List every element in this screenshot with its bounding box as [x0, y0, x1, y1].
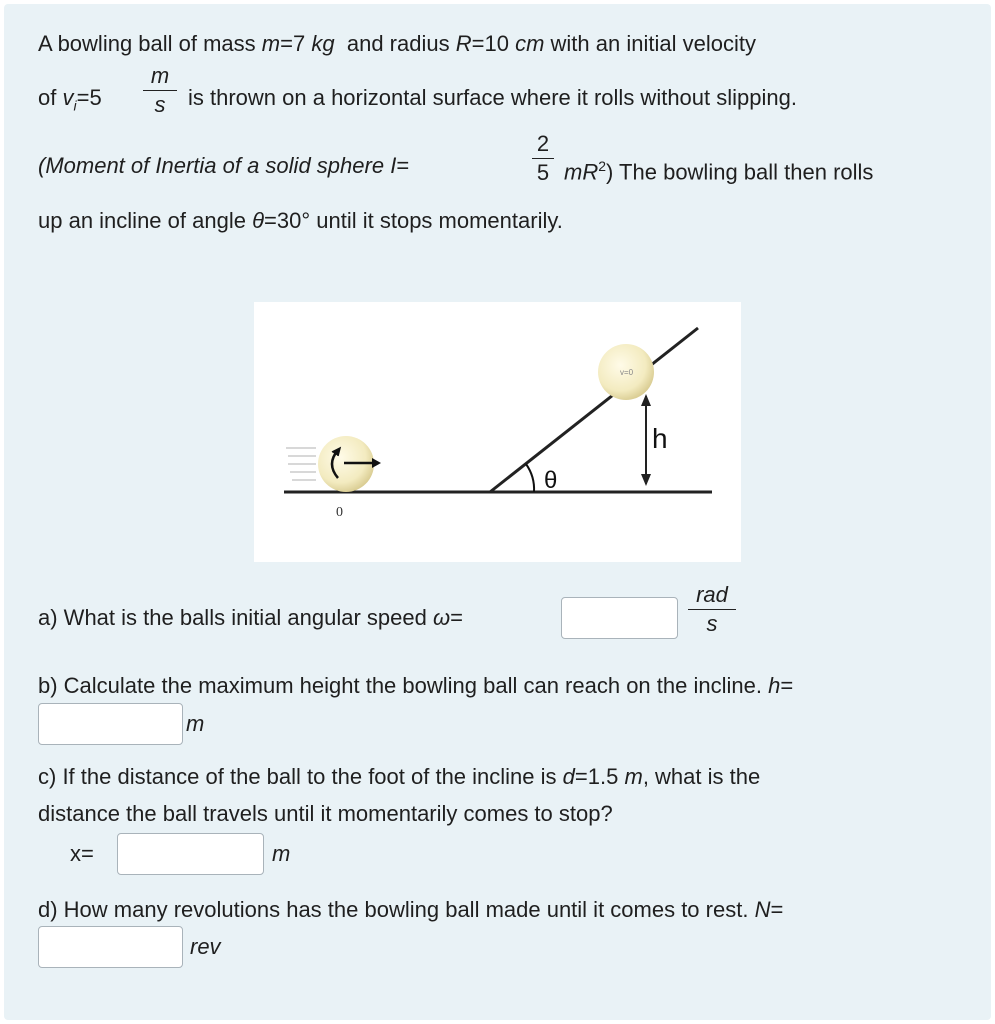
question-b-text: b) Calculate the maximum height the bowling ball can reach on the incline. — [38, 673, 762, 698]
frac-den: s — [154, 92, 166, 117]
theta-var: θ — [252, 208, 264, 233]
question-b — [38, 672, 793, 700]
intro-line-2b — [188, 84, 797, 112]
height-label: h — [652, 423, 668, 454]
equals: = — [264, 208, 277, 233]
radius-unit: cm — [515, 31, 545, 56]
inertia-mr: mR — [564, 159, 599, 185]
inertia-var: I — [390, 153, 397, 178]
omega-var: ω — [433, 605, 451, 630]
frac-den: 5 — [536, 160, 550, 185]
origin-label: 0 — [336, 505, 343, 520]
theta-value: 30° — [276, 208, 311, 233]
intro-text: with an initial velocity — [550, 31, 756, 56]
mass-unit: kg — [311, 31, 335, 56]
equals: = — [450, 605, 464, 630]
d-unit: m — [624, 764, 643, 789]
frac-bar — [532, 158, 554, 159]
frac-bar — [143, 90, 177, 91]
velocity-var: v — [62, 85, 74, 110]
answer-a-input[interactable] — [561, 597, 678, 639]
h-var: h — [768, 673, 781, 698]
incline-line — [490, 328, 698, 492]
radius-var: R — [455, 31, 472, 56]
question-d-text: d) How many revolutions has the bowling ball made until it comes to rest. — [38, 897, 749, 922]
question-c-line-2: distance the ball travels until it momentarily comes to stop? — [38, 801, 613, 826]
intro-text: ) The bowling ball then rolls — [606, 159, 874, 185]
frac-num: 2 — [536, 131, 550, 156]
equals: = — [76, 85, 90, 110]
resting-ball-label: v=0 — [620, 368, 634, 377]
intro-text: until it stops momentarily. — [316, 208, 563, 233]
answer-c-label — [70, 840, 94, 868]
unit-den: s — [706, 611, 718, 636]
question-c-line-1 — [38, 763, 760, 791]
question-a — [38, 604, 463, 632]
mass-value: 7 — [292, 31, 306, 56]
n-var: N — [754, 897, 771, 922]
incline-diagram — [254, 302, 741, 562]
answer-a-unit — [688, 583, 736, 636]
question-a-text: a) What is the balls initial angular speed — [38, 605, 427, 630]
d-value: 1.5 — [587, 764, 619, 789]
intro-text: of — [38, 85, 57, 110]
inertia-text: (Moment of Inertia of a solid sphere — [38, 153, 385, 178]
equals: = — [81, 841, 94, 866]
question-c-text: c) If the distance of the ball to the foot of the incline is — [38, 764, 557, 789]
equals: = — [396, 153, 410, 178]
mass-var: m — [261, 31, 281, 56]
intro-text: A bowling ball of mass — [38, 31, 256, 56]
equals: = — [280, 31, 293, 56]
unit-bar — [688, 609, 736, 610]
equals: = — [574, 764, 588, 789]
answer-c-input[interactable] — [117, 833, 264, 875]
velocity-value: 5 — [89, 85, 102, 110]
intro-line-1 — [38, 30, 756, 58]
frac-num: m — [150, 63, 170, 88]
intro-line-2 — [38, 84, 102, 119]
question-d — [38, 896, 783, 924]
intro-line-3b — [564, 152, 873, 186]
answer-b-input[interactable] — [38, 703, 183, 745]
inertia-fraction — [532, 132, 554, 185]
intro-line-4 — [38, 207, 563, 235]
answer-c-unit: m — [272, 841, 291, 866]
d-var: d — [562, 764, 575, 789]
angle-label: θ — [544, 467, 558, 494]
intro-text: and radius — [346, 31, 450, 56]
answer-d-unit: rev — [190, 934, 221, 959]
equals: = — [780, 673, 794, 698]
intro-line-3 — [38, 152, 409, 180]
equals: = — [770, 897, 784, 922]
incline-figure — [254, 302, 741, 562]
inertia-sup: 2 — [598, 158, 607, 174]
answer-d-input[interactable] — [38, 926, 183, 968]
unit-num: rad — [696, 582, 728, 607]
equals: = — [471, 31, 485, 56]
velocity-sub: i — [73, 97, 77, 114]
x-var: x — [70, 841, 81, 866]
radius-value: 10 — [484, 31, 509, 56]
question-c-text: , what is the — [642, 764, 761, 789]
intro-text: is thrown on a horizontal surface where it rolls without slipping. — [188, 85, 797, 110]
angle-arc — [526, 464, 534, 492]
answer-b-unit: m — [186, 711, 205, 736]
motion-streaks — [286, 448, 316, 480]
intro-text: up an incline of angle — [38, 208, 246, 233]
velocity-unit-fraction — [143, 64, 177, 117]
